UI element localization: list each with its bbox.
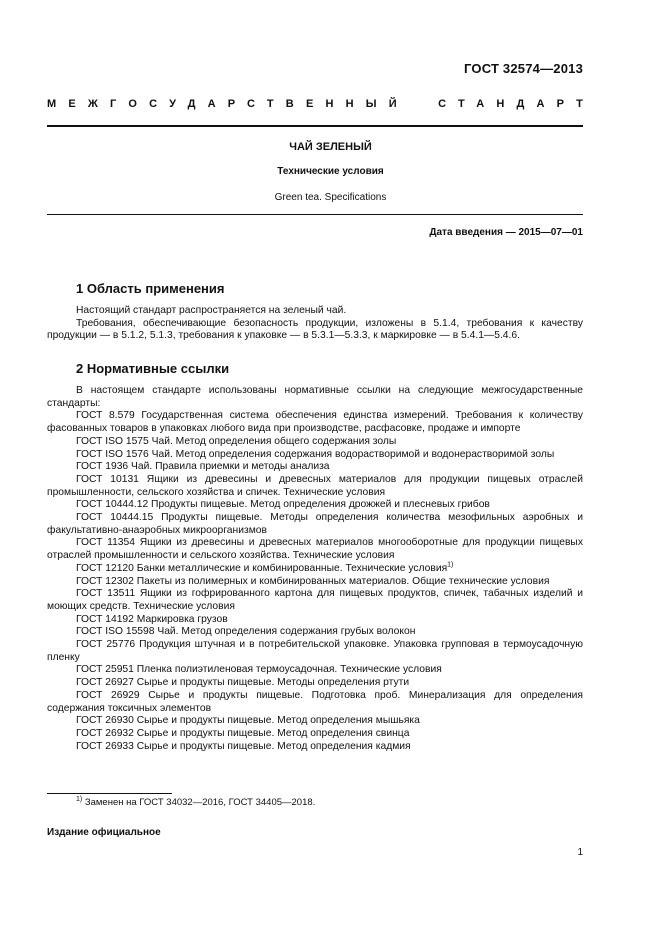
document-subtitle: Технические условия	[277, 166, 384, 177]
banner-word-standard: СТАНДАРТ	[438, 98, 595, 110]
header-divider	[47, 125, 583, 127]
reference-item: ГОСТ 26932 Сырье и продукты пищевые. Метод определения свинца	[76, 727, 410, 739]
banner-word-interstate: МЕЖГОСУДАРСТВЕННЫЙ	[47, 98, 409, 110]
reference-item: ГОСТ ISO 15598 Чай. Метод определения содержания грубых волокон	[76, 626, 416, 638]
paragraph: Настоящий стандарт распространяется на зеленый чай.	[76, 305, 347, 316]
reference-item: ГОСТ ISO 1576 Чай. Метод определения содержания водорастворимой и водонерастворимой золы	[76, 448, 555, 460]
reference-item-with-footnote	[47, 563, 583, 576]
footnote-mark: 1)	[76, 795, 83, 803]
reference-item: ГОСТ 10131 Ящики из древесины и древесных материалов для продукции пищевых отраслей промышленности, сельского хозяйства и спичек. Технические условия	[47, 473, 583, 498]
reference-item: ГОСТ 8.579 Государственная система обеспечения единства измерений. Требования к количеству фасованных товаров в упаковках любого вида при производстве, расфасовке, продаже и импорте	[47, 410, 583, 435]
section-1-body	[47, 305, 583, 343]
reference-item: ГОСТ 10444.15 Продукты пищевые. Методы определения количества мезофильных аэробных и факультативно-анаэробных микроорганизмов	[47, 512, 583, 536]
standard-banner	[47, 98, 595, 110]
section-2-heading: 2 Нормативные ссылки	[76, 361, 230, 376]
footnote-divider	[47, 793, 172, 794]
reference-item: ГОСТ 1936 Чай. Правила приемки и методы анализа	[76, 461, 330, 473]
reference-item: ГОСТ 14192 Маркировка грузов	[76, 613, 228, 625]
paragraph: Требования, обеспечивающие безопасность продукции, изложены в 5.1.4, требования к качеству продукции — в 5.1.2, 5.1.3, требования к упаковке — в 5.3.1—5.3.3, к маркировке — в 5.4.1—5.4.6.	[47, 317, 583, 342]
section-2-body	[47, 385, 583, 753]
reference-item: ГОСТ 25776 Продукция штучная и в потребительской упаковке. Упаковка групповая в термоусадочную пленку	[47, 639, 583, 663]
footnote-marker: 1)	[447, 561, 454, 569]
official-edition-label: Издание официальное	[47, 827, 161, 838]
title-divider	[47, 214, 583, 215]
reference-item: ГОСТ 12302 Пакеты из полимерных и комбинированных материалов. Общие технические условия	[76, 575, 550, 587]
reference-item: ГОСТ ISO 1575 Чай. Метод определения общего содержания золы	[76, 435, 397, 447]
page-number: 1	[577, 847, 583, 858]
english-title: Green tea. Specifications	[274, 192, 387, 203]
reference-item: ГОСТ 26933 Сырье и продукты пищевые. Метод определения кадмия	[76, 740, 411, 752]
document-title: ЧАЙ ЗЕЛЕНЫЙ	[289, 141, 372, 153]
section-1-heading: 1 Область применения	[76, 281, 225, 296]
reference-item: ГОСТ 26927 Сырье и продукты пищевые. Методы определения ртути	[76, 677, 410, 689]
reference-item: ГОСТ 10444.12 Продукты пищевые. Метод определения дрожжей и плесневых грибов	[76, 499, 490, 511]
footnote	[76, 797, 315, 808]
document-code: ГОСТ 32574—2013	[464, 61, 583, 76]
reference-item: ГОСТ 26930 Сырье и продукты пищевые. Метод определения мышьяка	[76, 715, 420, 727]
reference-item: ГОСТ 11354 Ящики из древесины и древесных материалов многооборотные для продукции пищевых отраслей промышленности и сельского хозяйства. Технические условия	[47, 537, 583, 562]
introduction-date: Дата введения — 2015—07—01	[429, 227, 583, 238]
footnote-text: Заменен на ГОСТ 34032—2016, ГОСТ 34405—2018.	[84, 797, 316, 808]
reference-item: ГОСТ 25951 Пленка полиэтиленовая термоусадочная. Технические условия	[76, 664, 442, 676]
reference-item: ГОСТ 26929 Сырье и продукты пищевые. Подготовка проб. Минерализация для определения содержания токсичных элементов	[47, 689, 583, 714]
paragraph: В настоящем стандарте использованы нормативные ссылки на следующие межгосударственные стандарты:	[47, 385, 583, 409]
reference-text: ГОСТ 12120 Банки металлические и комбинированные. Технические условия	[76, 562, 448, 574]
reference-item: ГОСТ 13511 Ящики из гофрированного картона для пищевых продуктов, спичек, табачных изделий и моющих средств. Технические условия	[47, 588, 583, 612]
